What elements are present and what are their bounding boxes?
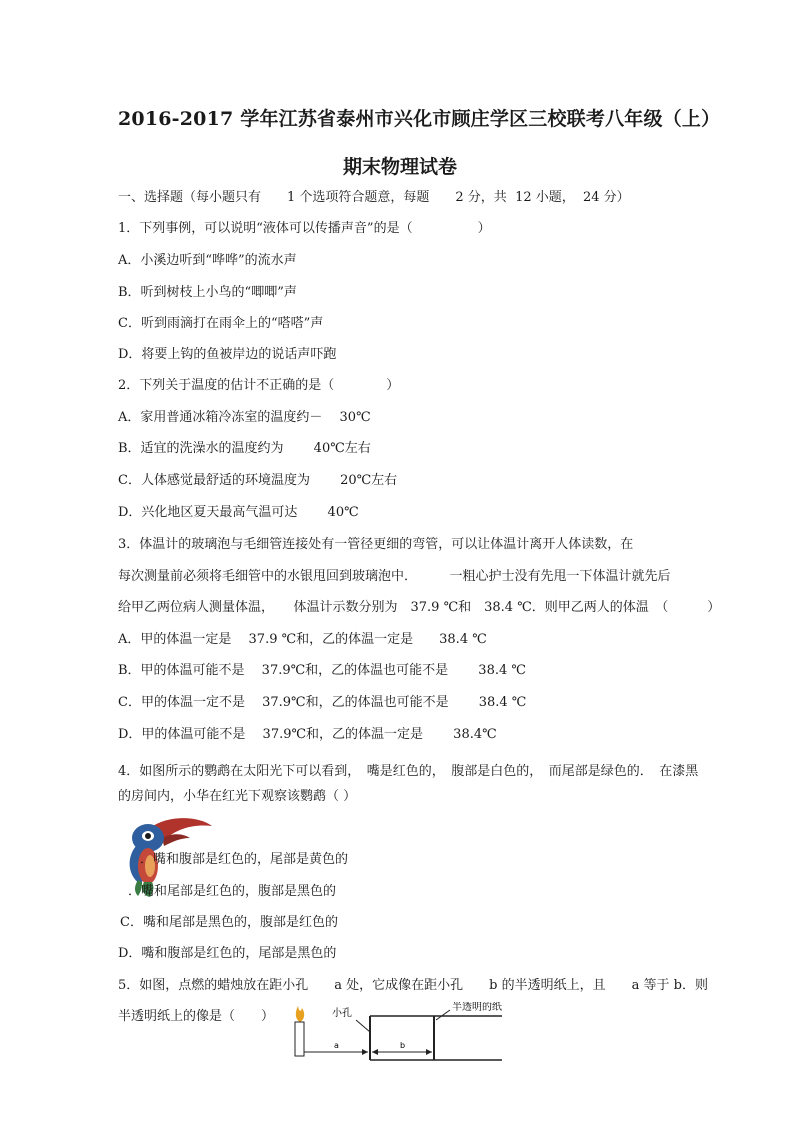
section-heading: 一、选择题（每小题只有 1 个选项符合题意，每题 2 分，共 12 小题， 24 分） [118,190,630,205]
label-b: b [400,1041,406,1050]
q4-option-a: ．嘴和腹部是红色的，尾部是黄色的 [140,852,349,867]
q3-stem-line2: 每次测量前必须将毛细管中的水银甩回到玻璃泡中． 一粗心护士没有先甩一下体温计就先后 [118,569,671,584]
pinhole-camera-figure [286,1002,546,1062]
q3-option-b: B．甲的体温可能不是 37.9℃和，乙的体温也可能不是 38.4 ℃ [118,663,526,678]
q3-stem-line3: 给甲乙两位病人测量体温， 体温计示数分别为 37.9 ℃和 38.4 ℃．则甲乙两人的体温 （ ） [118,600,721,615]
q2-option-b: B．适宜的洗澡水的温度约为 40℃左右 [118,441,371,456]
label-pinhole: 小孔 [332,1008,352,1019]
q5-stem-line2: 半透明纸上的像是（ ） [118,1009,275,1024]
q4-stem-line1: 4．如图所示的鹦鹉在太阳光下可以看到， 嘴是红色的， 腹部是白色的， 而尾部是绿色的． 在漆黑 [118,764,699,779]
q3-stem-line1: 3．体温计的玻璃泡与毛细管连接处有一管径更细的弯管，可以让体温计离开人体读数，在 [118,537,634,552]
exam-subtitle: 期末物理试卷 [342,156,457,178]
q2-option-c: C．人体感觉最舒适的环境温度为 20℃左右 [118,473,398,488]
label-paper: 半透明的纸 [452,1002,502,1013]
q4-option-d: D．嘴和腹部是红色的，尾部是黑色的 [118,946,337,961]
q3-option-c: C．甲的体温一定不是 37.9℃和，乙的体温也可能不是 38.4 ℃ [118,695,527,710]
q1-option-c: C．听到雨滴打在雨伞上的“嗒嗒”声 [118,316,324,331]
q4-option-b: ．嘴和尾部是红色的，腹部是黑色的 [128,884,337,899]
q4-stem-line2: 的房间内，小华在红光下观察该鹦鹉（ ） [118,789,357,804]
q2-stem: 2．下列关于温度的估计不正确的是（ ） [118,378,400,393]
q3-option-d: D．甲的体温可能不是 37.9℃和，乙的体温一定是 38.4℃ [118,727,497,742]
q1-option-a: A．小溪边听到“哗哗”的流水声 [118,253,297,268]
exam-title: 2016-2017 学年江苏省泰州市兴化市顾庄学区三校联考八年级（上） [118,108,721,130]
q2-option-d: D．兴化地区夏天最高气温可达 40℃ [118,505,359,520]
q5-stem-line1: 5．如图，点燃的蜡烛放在距小孔 a 处，它成像在距小孔 b 的半透明纸上，且 a 等于 b．则 [118,978,708,993]
q3-option-a: A．甲的体温一定是 37.9 ℃和，乙的体温一定是 38.4 ℃ [118,632,487,647]
q4-option-c: C．嘴和尾部是黑色的，腹部是红色的 [120,915,338,930]
label-a: a [334,1041,339,1050]
q2-option-a: A．家用普通冰箱冷冻室的温度约－ 30℃ [118,410,371,425]
q1-stem: 1．下列事例，可以说明“液体可以传播声音”的是（ ） [118,221,491,236]
q1-option-b: B．听到树枝上小鸟的“唧唧”声 [118,285,297,300]
q1-option-d: D．将要上钩的鱼被岸边的说话声吓跑 [118,347,337,362]
